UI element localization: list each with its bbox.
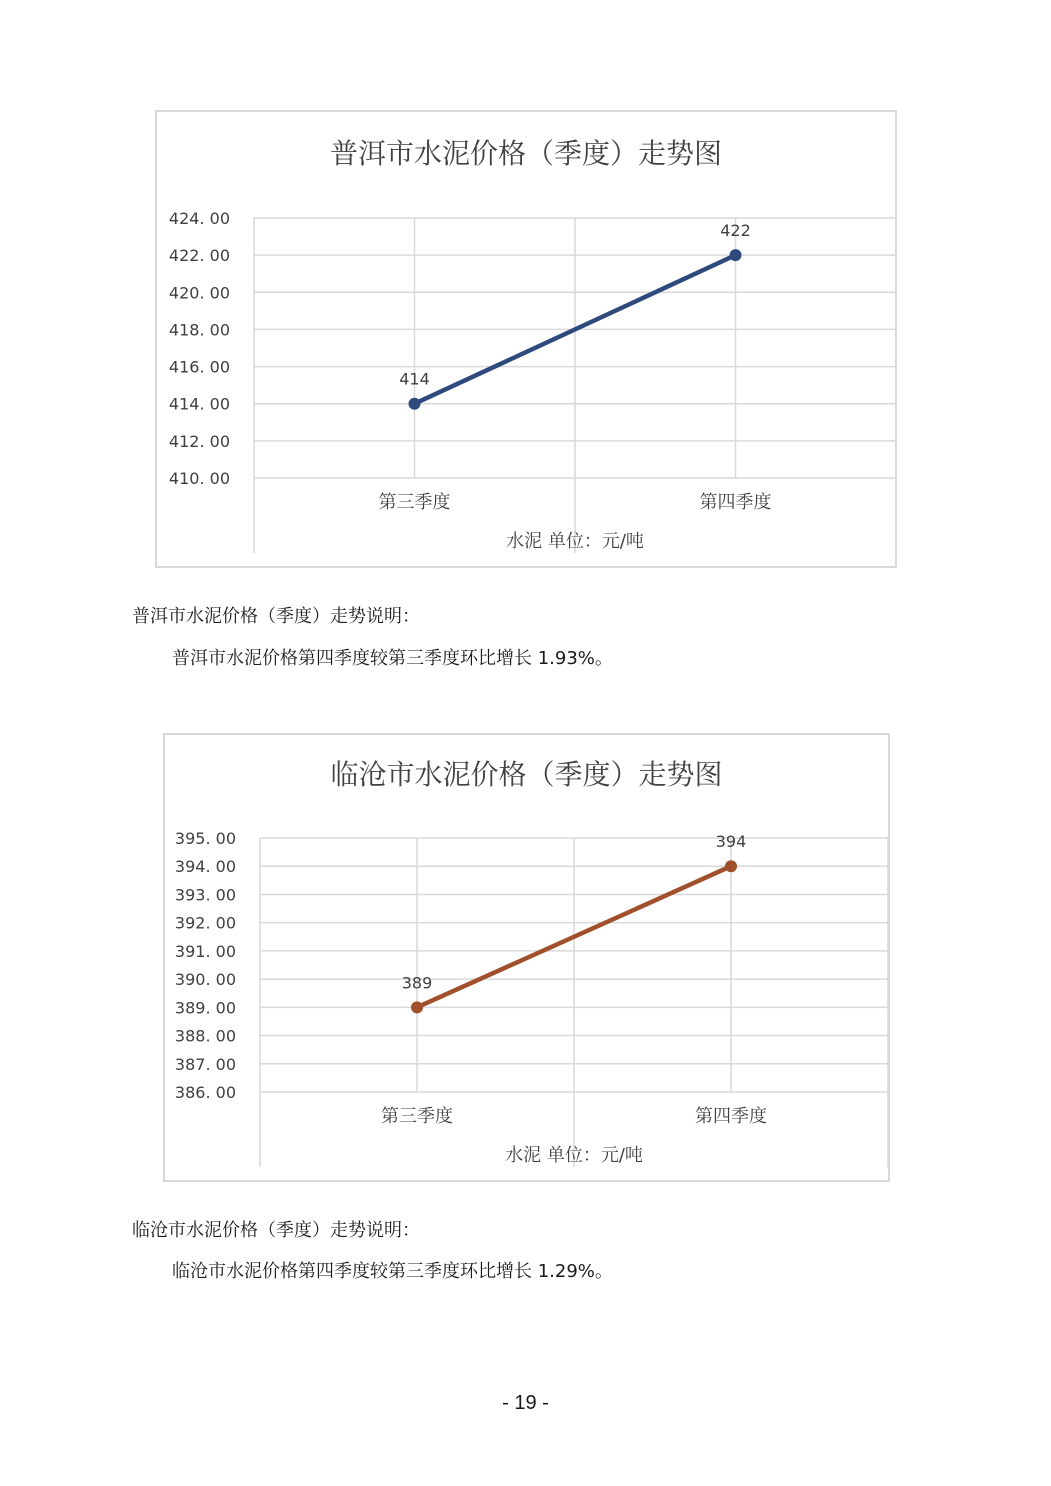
chart-lincang-plot — [165, 735, 892, 1184]
y-tick-label: 387. 00 — [174, 1054, 236, 1074]
y-tick-label: 422. 00 — [168, 246, 230, 266]
y-tick-label: 416. 00 — [168, 357, 230, 377]
x-axis-title: 水泥 单位：元/吨 — [506, 531, 644, 552]
y-tick-label: 388. 00 — [174, 1026, 236, 1046]
data-point — [409, 398, 421, 410]
chart-title: 临沧市水泥价格（季度）走势图 — [330, 758, 723, 791]
y-tick-label: 395. 00 — [174, 829, 236, 848]
x-axis-title: 水泥 单位：元/吨 — [505, 1145, 643, 1166]
x-tick-label: 第三季度 — [378, 492, 451, 513]
data-label: 389 — [401, 973, 433, 993]
y-tick-label: 424. 00 — [168, 209, 230, 228]
data-label: 422 — [720, 221, 751, 241]
page-number: - 19 - — [502, 1392, 549, 1414]
chart-title: 普洱市水泥价格（季度）走势图 — [329, 137, 722, 170]
y-tick-label: 418. 00 — [168, 320, 230, 340]
y-tick-label: 410. 00 — [168, 469, 230, 488]
x-tick-label: 第三季度 — [381, 1106, 453, 1127]
section-heading: 普洱市水泥价格（季度）走势说明： — [132, 606, 420, 627]
y-tick-label: 420. 00 — [168, 283, 230, 303]
chart-puer-cement — [155, 110, 897, 568]
y-tick-label: 389. 00 — [174, 998, 236, 1018]
y-tick-label: 393. 00 — [174, 885, 236, 905]
x-tick-label: 第四季度 — [699, 492, 772, 513]
data-label: 414 — [399, 369, 430, 389]
section-heading: 临沧市水泥价格（季度）走势说明： — [132, 1220, 420, 1241]
data-point — [411, 1001, 423, 1013]
y-tick-label: 392. 00 — [174, 913, 236, 933]
data-point — [730, 249, 742, 261]
y-tick-label: 394. 00 — [174, 857, 236, 877]
chart-puer-plot — [157, 112, 899, 570]
y-tick-label: 414. 00 — [168, 394, 230, 414]
data-label: 394 — [715, 832, 747, 852]
y-tick-label: 391. 00 — [174, 941, 236, 961]
y-tick-label: 390. 00 — [174, 970, 236, 990]
section-text: 临沧市水泥价格第四季度较第三季度环比增长 1.29%。 — [172, 1261, 613, 1282]
section-text: 普洱市水泥价格第四季度较第三季度环比增长 1.93%。 — [172, 648, 613, 669]
y-tick-label: 412. 00 — [168, 431, 230, 451]
data-point — [725, 860, 737, 872]
chart-lincang-cement — [163, 733, 890, 1182]
x-tick-label: 第四季度 — [695, 1106, 767, 1127]
y-tick-label: 386. 00 — [174, 1083, 236, 1102]
